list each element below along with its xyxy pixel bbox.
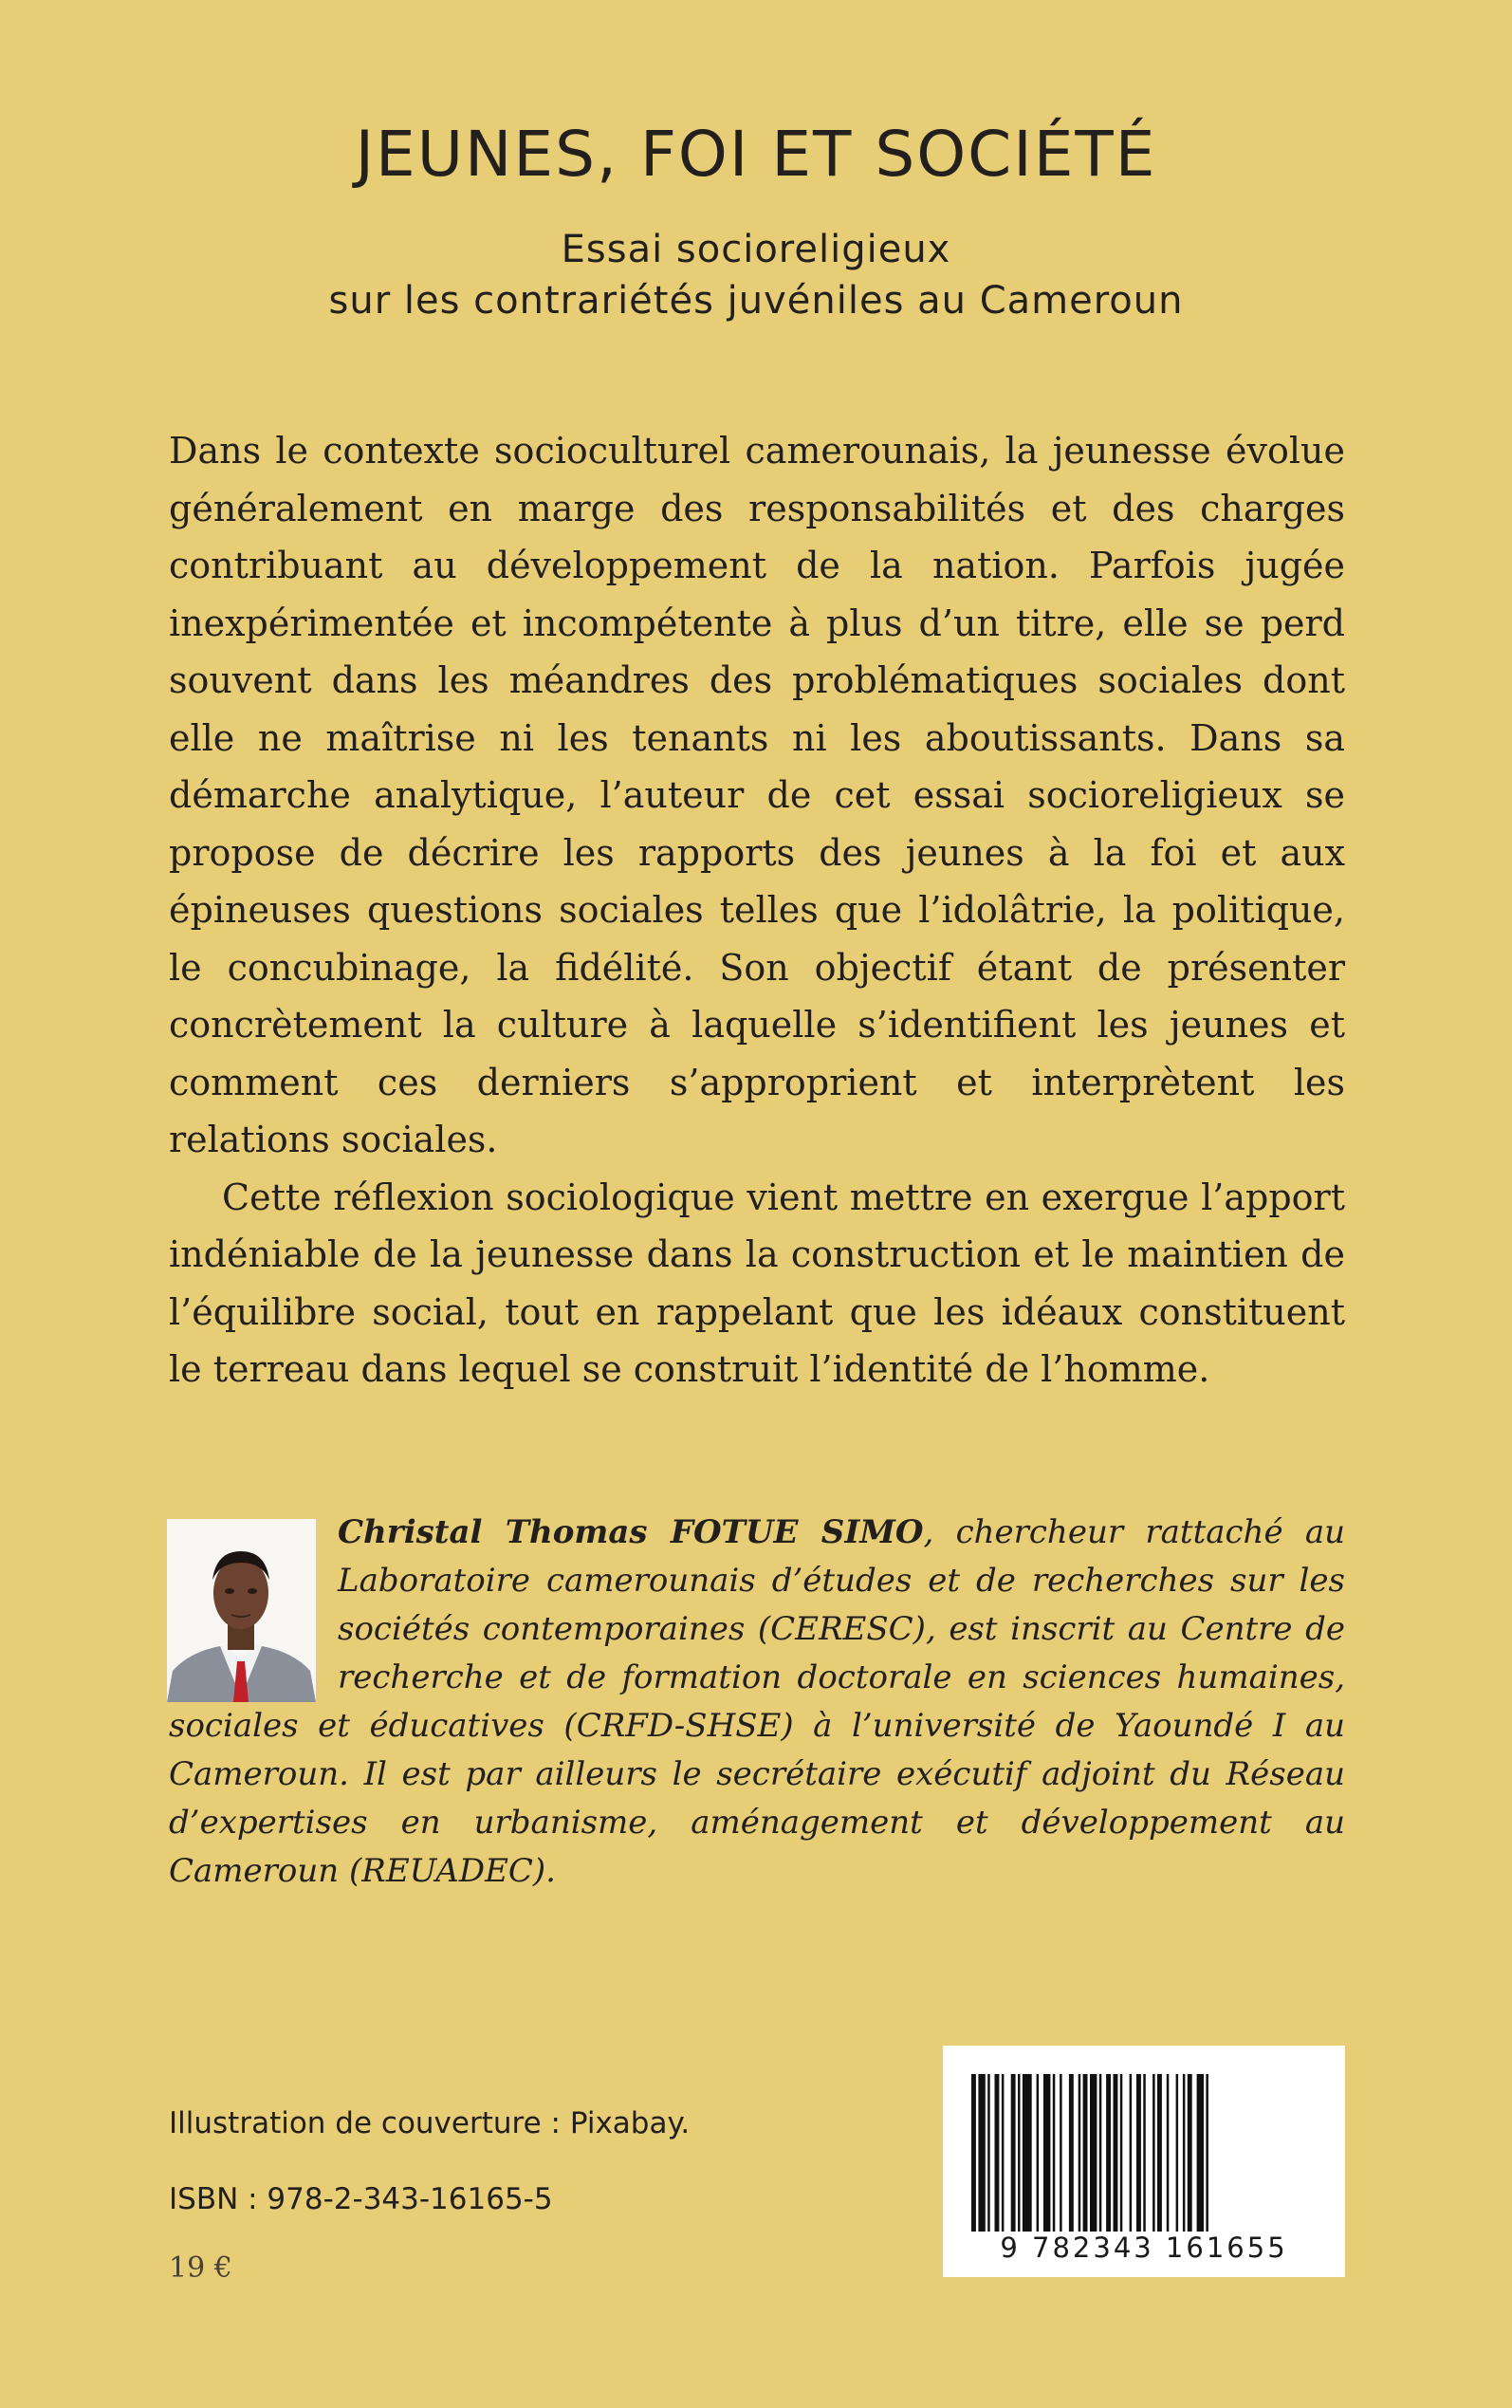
book-title: JEUNES, FOI ET SOCIÉTÉ: [355, 118, 1157, 191]
book-subtitle: [0, 224, 1512, 326]
barcode-bar: [1130, 2074, 1133, 2232]
barcode-bar: [1023, 2074, 1032, 2232]
barcode-bar: [1090, 2074, 1097, 2232]
barcode-bar: [1043, 2074, 1050, 2232]
subtitle-line-1: Essai socioreligieux: [561, 228, 951, 271]
author-name: Christal Thomas FOTUE SIMO: [338, 1513, 924, 1551]
barcode-bar: [978, 2074, 985, 2232]
barcode-bar: [1099, 2074, 1102, 2232]
blurb-paragraph-1: Dans le contexte socioculturel camerounais, la jeunesse évolue généralement en marge des responsabilités et des charges contribuant au développement de la nation. Parfois jugée inexpérimentée et incompétente à plus d’un titre, elle se perd souvent dans les méandres des problématiques sociales dont elle ne maîtrise ni les tenants ni les aboutissants. Dans sa démarche analytique, l’auteur de cet essai socioreligieux se propose de décrire les rapports des jeunes à la foi et aux épineuses questions sociales telles que l’idolâtrie, la politique, le concubinage, la fidélité. Son objectif étant de présenter concrètement la culture à laquelle s’identifient les jeunes et comment ces derniers s’approprient et interprètent les relations sociales.: [169, 430, 1345, 1160]
barcode-bar: [971, 2074, 976, 2232]
barcode-bar: [1069, 2074, 1074, 2232]
barcode-bar: [995, 2074, 1000, 2232]
barcode-bar: [1114, 2074, 1118, 2232]
author-bio: [169, 1509, 1345, 1896]
illustration-credit: Illustration de couverture : Pixabay.: [169, 2106, 691, 2140]
barcode-bar: [1106, 2074, 1111, 2232]
barcode-bar: [1143, 2074, 1146, 2232]
barcode-bar: [1206, 2074, 1208, 2232]
barcode-bar: [1037, 2074, 1040, 2232]
barcode-bar: [1197, 2074, 1204, 2232]
barcode-bar: [1176, 2074, 1179, 2232]
blurb-paragraph-2: Cette réflexion sociologique vient mettre en exergue l’apport indéniable de la jeunesse dans la construction et le maintien de l’équilibre social, tout en rappelant que les idéaux constituent le terreau dans lequel se construit l’identité de l’homme.: [169, 1176, 1345, 1390]
back-cover-blurb: [169, 422, 1345, 1398]
barcode-bars: [969, 2074, 1318, 2233]
barcode-bar: [1157, 2074, 1162, 2232]
isbn-barcode: [943, 2046, 1345, 2277]
barcode-bar: [1053, 2074, 1056, 2232]
barcode-bar: [1120, 2074, 1123, 2232]
barcode-bar: [1083, 2074, 1088, 2232]
barcode-bar: [987, 2074, 990, 2232]
barcode-bar: [1152, 2074, 1155, 2232]
barcode-bar: [1136, 2074, 1141, 2232]
barcode-bar: [1018, 2074, 1021, 2232]
barcode-digits: 9 782343 161655: [1000, 2232, 1288, 2264]
subtitle-line-2: sur les contrariétés juvéniles au Cameroun: [328, 279, 1184, 323]
barcode-bar: [1167, 2074, 1170, 2232]
barcode-bar: [1188, 2074, 1192, 2232]
barcode-bar: [1079, 2074, 1081, 2232]
barcode-bar: [1002, 2074, 1005, 2232]
isbn-text: ISBN : 978-2-343-16165-5: [169, 2182, 553, 2216]
barcode-bar: [1183, 2074, 1186, 2232]
barcode-bar: [1060, 2074, 1062, 2232]
author-bio-text: , chercheur rattaché au Laboratoire camerounais d’études et de recherches sur les sociétés contemporaines (CERESC), est inscrit au Centre de recherche et de formation doctorale en sciences humaines, sociales et éducatives (CRFD-SHSE) à l’université de Yaoundé I au Cameroun. Il est par ailleurs le secrétaire exécutif adjoint du Réseau d’expertises en urbanisme, aménagement et développement au Cameroun (REUADEC).: [169, 1513, 1346, 1890]
price-label: 19 €: [169, 2251, 232, 2285]
barcode-bar: [1011, 2074, 1016, 2232]
